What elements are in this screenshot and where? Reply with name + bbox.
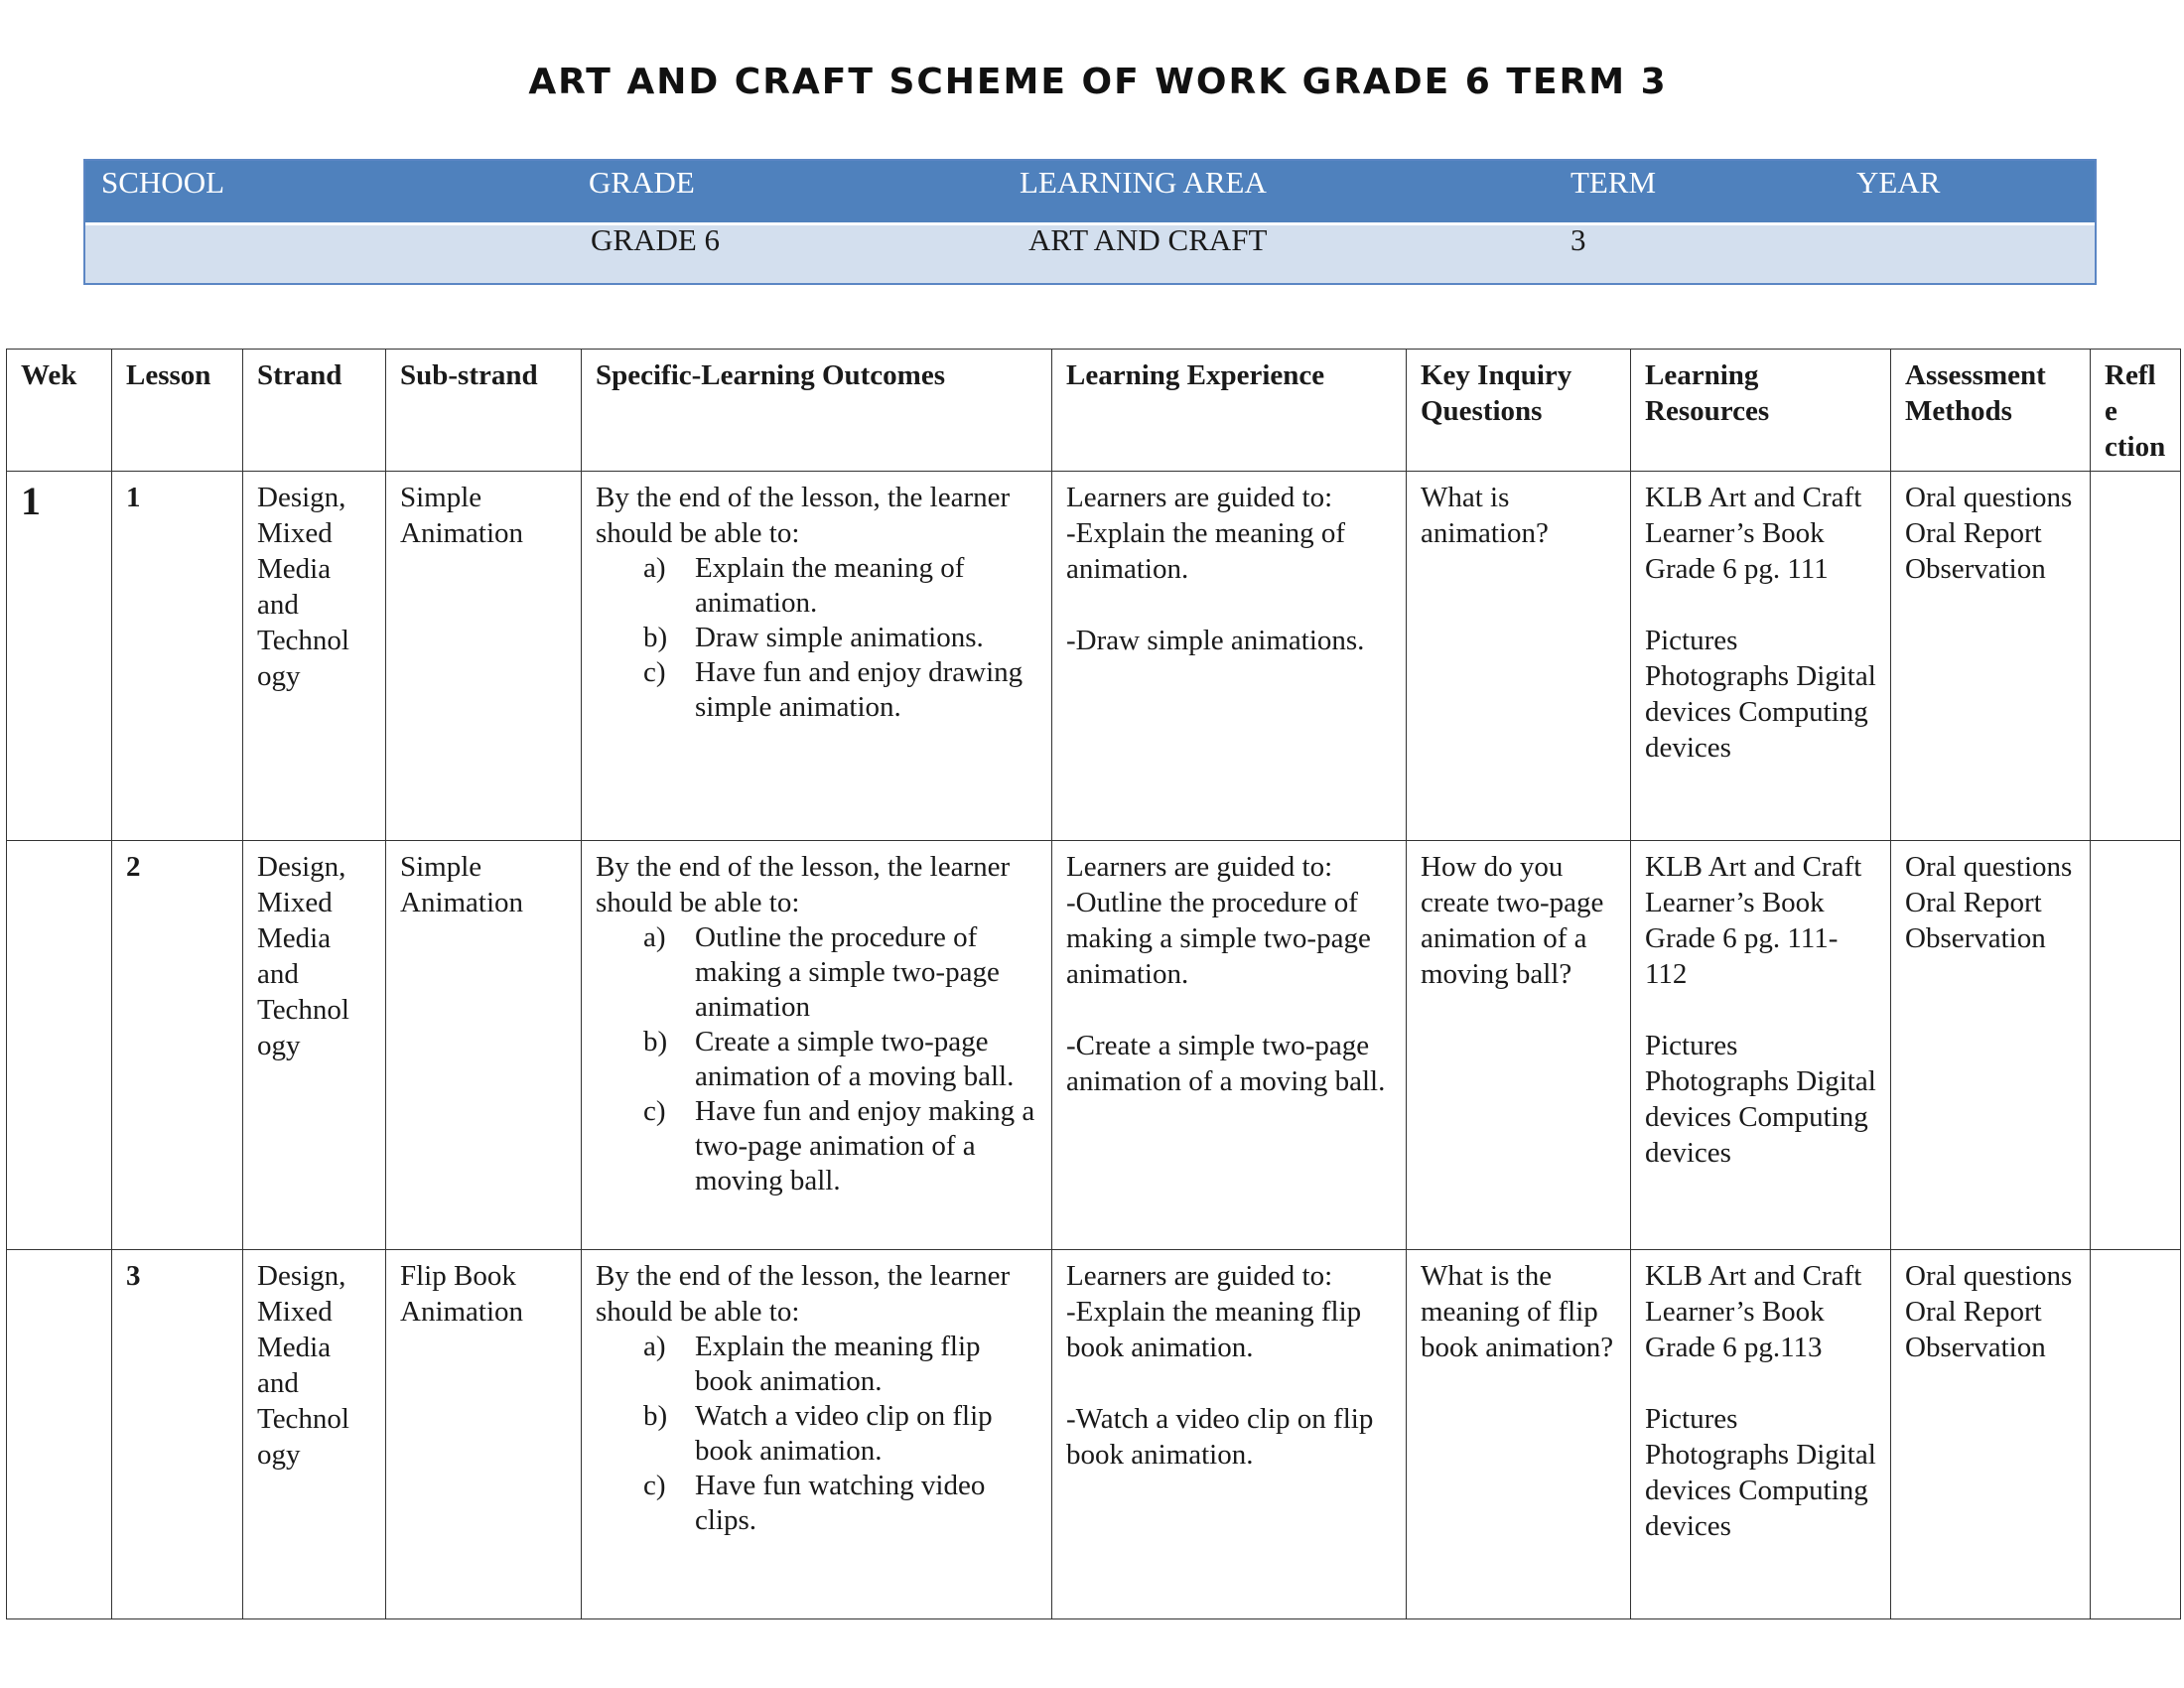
experience-item: -Create a simple two-page animation of a moving ball. — [1066, 1030, 1386, 1097]
lesson-number: 2 — [126, 851, 141, 883]
outcomes-intro: By the end of the lesson, the learner should be able to: — [596, 482, 1011, 549]
column-header-lesson: Lesson — [112, 350, 243, 472]
substrand-cell: Flip Book Animation — [386, 1250, 582, 1619]
outcome-marker: b) — [643, 1400, 668, 1432]
inquiry-question-cell: What is the meaning of flip book animation? — [1407, 1250, 1631, 1619]
school-info-table — [83, 159, 2097, 285]
learning-experience-cell — [1052, 472, 1407, 841]
column-header-learning-resources: Learning Resources — [1631, 350, 1891, 472]
column-header-assessment-methods: Assessment Methods — [1891, 350, 2091, 472]
outcomes-list — [596, 1330, 1037, 1538]
outcome-item — [596, 1330, 1037, 1399]
column-header-strand: Strand — [243, 350, 386, 472]
table-header-row — [7, 350, 2181, 472]
column-header-learning-experience: Learning Experience — [1052, 350, 1407, 472]
inquiry-question-cell: How do you create two-page animation of a moving ball? — [1407, 841, 1631, 1250]
resources-book: KLB Art and Craft Learner’s Book Grade 6 pg. 111-112 — [1645, 851, 1862, 990]
strand-cell: Design, Mixed Media and Technol ogy — [243, 472, 386, 841]
outcome-item — [596, 1094, 1037, 1198]
reflection-cell — [2091, 841, 2181, 1250]
outcome-marker: c) — [643, 1470, 666, 1501]
experience-item: -Explain the meaning of animation. — [1066, 517, 1346, 585]
learning-outcomes-cell — [582, 841, 1052, 1250]
resources-other: Pictures Photographs Digital devices Computing devices — [1645, 625, 1876, 764]
column-header-reflection: Refle ction — [2091, 350, 2181, 472]
lesson-cell — [112, 1250, 243, 1619]
info-header-year: YEAR — [1856, 165, 1941, 200]
outcome-text: Explain the meaning flip book animation. — [695, 1331, 981, 1397]
column-header-week: Wek — [7, 350, 112, 472]
week-cell — [7, 841, 112, 1250]
info-header-learning-area: LEARNING AREA — [1020, 165, 1267, 200]
learning-resources-cell — [1631, 472, 1891, 841]
info-value-learning-area: ART AND CRAFT — [1028, 222, 1268, 257]
column-header-learning-outcomes: Specific-Learning Outcomes — [582, 350, 1052, 472]
learning-outcomes-cell — [582, 1250, 1052, 1619]
experience-intro: Learners are guided to: — [1066, 482, 1333, 513]
resources-book: KLB Art and Craft Learner’s Book Grade 6 pg. 111 — [1645, 482, 1862, 585]
outcome-item — [596, 655, 1037, 725]
table-row — [7, 1250, 2181, 1619]
outcome-text: Watch a video clip on flip book animation. — [695, 1400, 993, 1467]
experience-intro: Learners are guided to: — [1066, 1260, 1333, 1292]
resources-book: KLB Art and Craft Learner’s Book Grade 6 pg.113 — [1645, 1260, 1862, 1363]
table-row — [7, 841, 2181, 1250]
learning-outcomes-cell — [582, 472, 1052, 841]
table-row — [7, 472, 2181, 841]
document-title: ART AND CRAFT SCHEME OF WORK GRADE 6 TERM 3 — [528, 62, 1668, 102]
outcome-text: Have fun watching video clips. — [695, 1470, 986, 1536]
outcome-item — [596, 1469, 1037, 1538]
column-header-substrand: Sub-strand — [386, 350, 582, 472]
outcome-marker: b) — [643, 622, 668, 653]
outcome-marker: a) — [643, 1331, 666, 1362]
strand-cell: Design, Mixed Media and Technol ogy — [243, 841, 386, 1250]
reflection-cell — [2091, 472, 2181, 841]
lesson-number: 1 — [126, 482, 141, 513]
outcome-text: Create a simple two-page animation of a moving ball. — [695, 1026, 1015, 1092]
info-header-school: SCHOOL — [101, 165, 225, 200]
outcome-text: Draw simple animations. — [695, 622, 984, 653]
outcomes-intro: By the end of the lesson, the learner should be able to: — [596, 1260, 1011, 1328]
learning-experience-cell — [1052, 1250, 1407, 1619]
experience-item: -Explain the meaning flip book animation. — [1066, 1296, 1362, 1363]
info-header-grade: GRADE — [589, 165, 695, 200]
learning-resources-cell — [1631, 1250, 1891, 1619]
week-cell — [7, 472, 112, 841]
outcome-item — [596, 551, 1037, 621]
outcome-marker: a) — [643, 552, 666, 584]
reflection-cell — [2091, 1250, 2181, 1619]
assessment-cell: Oral questions Oral Report Observation — [1891, 472, 2091, 841]
outcome-item — [596, 621, 1037, 655]
experience-intro: Learners are guided to: — [1066, 851, 1333, 883]
experience-item: -Outline the procedure of making a simple two-page animation. — [1066, 887, 1371, 990]
outcomes-intro: By the end of the lesson, the learner should be able to: — [596, 851, 1011, 918]
assessment-cell: Oral questions Oral Report Observation — [1891, 841, 2091, 1250]
assessment-cell: Oral questions Oral Report Observation — [1891, 1250, 2091, 1619]
week-cell — [7, 1250, 112, 1619]
info-value-grade: GRADE 6 — [591, 222, 721, 257]
outcome-item — [596, 920, 1037, 1025]
lesson-cell — [112, 841, 243, 1250]
outcomes-list — [596, 551, 1037, 725]
info-header-term: TERM — [1570, 165, 1657, 200]
column-header-inquiry-questions: Key Inquiry Questions — [1407, 350, 1631, 472]
outcome-text: Explain the meaning of animation. — [695, 552, 965, 619]
outcome-marker: b) — [643, 1026, 668, 1057]
lesson-cell — [112, 472, 243, 841]
substrand-cell: Simple Animation — [386, 472, 582, 841]
experience-item: -Draw simple animations. — [1066, 625, 1365, 656]
info-value-term: 3 — [1570, 222, 1586, 257]
lesson-number: 3 — [126, 1260, 141, 1292]
learning-resources-cell — [1631, 841, 1891, 1250]
outcome-marker: a) — [643, 921, 666, 953]
outcomes-list — [596, 920, 1037, 1198]
scheme-of-work-table — [6, 349, 2181, 1619]
outcome-marker: c) — [643, 1095, 666, 1127]
outcome-marker: c) — [643, 656, 666, 688]
outcome-text: Have fun and enjoy drawing simple animation. — [695, 656, 1024, 723]
inquiry-question-cell: What is animation? — [1407, 472, 1631, 841]
strand-cell: Design, Mixed Media and Technol ogy — [243, 1250, 386, 1619]
learning-experience-cell — [1052, 841, 1407, 1250]
resources-other: Pictures Photographs Digital devices Computing devices — [1645, 1403, 1876, 1542]
outcome-item — [596, 1025, 1037, 1094]
substrand-cell: Simple Animation — [386, 841, 582, 1250]
week-number: 1 — [21, 479, 41, 523]
outcome-text: Have fun and enjoy making a two-page animation of a moving ball. — [695, 1095, 1035, 1196]
experience-item: -Watch a video clip on flip book animation. — [1066, 1403, 1374, 1471]
outcome-item — [596, 1399, 1037, 1469]
outcome-text: Outline the procedure of making a simple two-page animation — [695, 921, 1000, 1023]
resources-other: Pictures Photographs Digital devices Computing devices — [1645, 1030, 1876, 1169]
